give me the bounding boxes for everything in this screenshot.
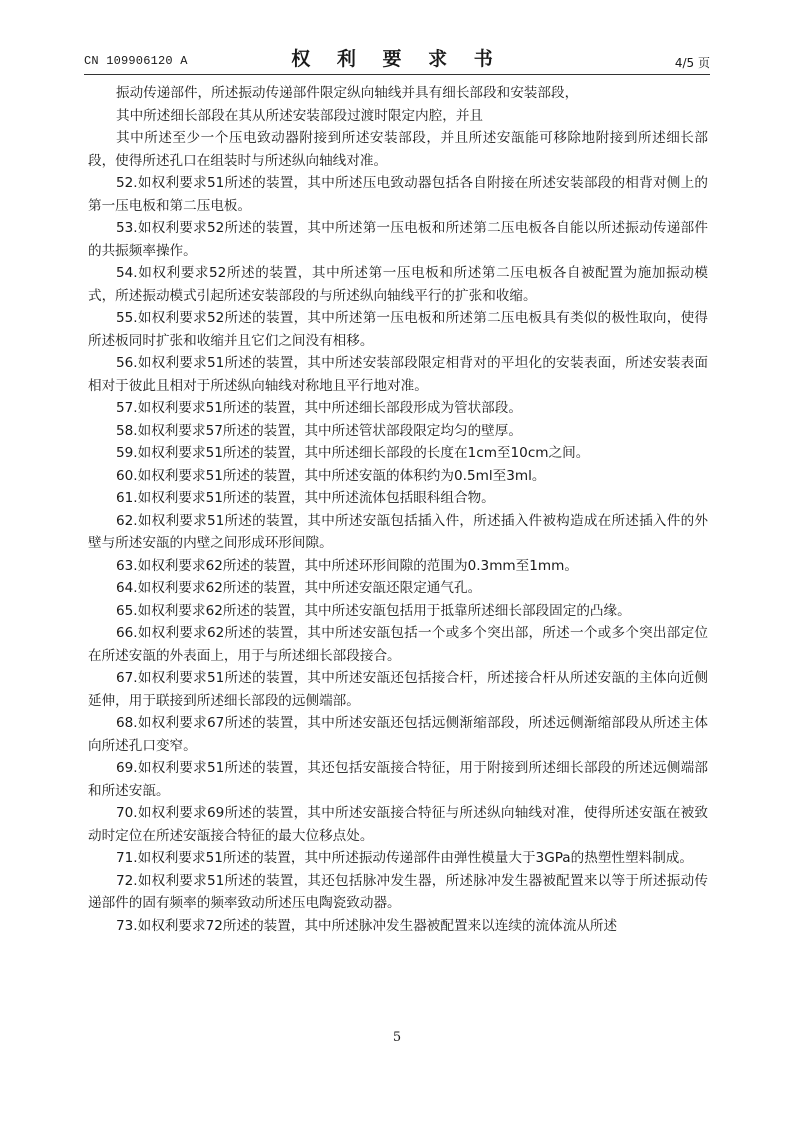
claim-67: 67.如权利要求51所述的装置，其中所述安瓿还包括接合杆，所述接合杆从所述安瓿的主体向近侧延伸，用于联接到所述细长部段的远侧端部。 — [88, 670, 708, 709]
claim-54: 54.如权利要求52所述的装置，其中所述第一压电板和所述第二压电板各自被配置为施加振动模式，所述振动模式引起所述安装部段的与所述纵向轴线平行的扩张和收缩。 — [88, 265, 708, 304]
claim-64: 64.如权利要求62所述的装置，其中所述安瓿还限定通气孔。 — [116, 580, 482, 596]
claim-56: 56.如权利要求51所述的装置，其中所述安装部段限定相背对的平坦化的安装表面，所述安装表面相对于彼此且相对于所述纵向轴线对称地且平行地对准。 — [88, 355, 708, 394]
publication-number: CN 109906120 A — [84, 54, 188, 68]
header-divider — [84, 74, 710, 75]
claim-60: 60.如权利要求51所述的装置，其中所述安瓿的体积约为0.5ml至3ml。 — [116, 467, 546, 484]
claim-68: 68.如权利要求67所述的装置，其中所述安瓿还包括远侧渐缩部段，所述远侧渐缩部段从所述主体向所述孔口变窄。 — [88, 715, 708, 754]
document-title: 权 利 要 求 书 — [291, 48, 503, 70]
claim-59: 59.如权利要求51所述的装置，其中所述细长部段的长度在1cm至10cm之间。 — [116, 445, 590, 461]
claim-paragraph: 振动传递部件，所述振动传递部件限定纵向轴线并具有细长部段和安装部段， — [116, 85, 579, 101]
claim-paragraph: 其中所述至少一个压电致动器附接到所述安装部段，并且所述安瓿能可移除地附接到所述细长部段，使得所述孔口在组装时与所述纵向轴线对准。 — [88, 130, 708, 169]
claim-70: 70.如权利要求69所述的装置，其中所述安瓿接合特征与所述纵向轴线对准，使得所述安瓿在被致动时定位在所述安瓿接合特征的最大位移点处。 — [88, 805, 708, 844]
claim-63: 63.如权利要求62所述的装置，其中所述环形间隙的范围为0.3mm至1mm。 — [116, 557, 578, 574]
claim-55: 55.如权利要求52所述的装置，其中所述第一压电板和所述第二压电板具有类似的极性取向，使得所述板同时扩张和收缩并且它们之间没有相移。 — [88, 310, 708, 349]
claim-53: 53.如权利要求52所述的装置，其中所述第一压电板和所述第二压电板各自能以所述振动传递部件的共振频率操作。 — [88, 220, 708, 259]
claim-71: 71.如权利要求51所述的装置，其中所述振动传递部件由弹性模量大于3GPa的热塑性塑料制成。 — [116, 850, 693, 866]
claim-58: 58.如权利要求57所述的装置，其中所述管状部段限定均匀的壁厚。 — [116, 422, 522, 439]
claim-61: 61.如权利要求51所述的装置，其中所述流体包括眼科组合物。 — [116, 490, 495, 506]
claim-73: 73.如权利要求72所述的装置，其中所述脉冲发生器被配置来以连续的流体流从所述 — [116, 917, 618, 934]
claim-69: 69.如权利要求51所述的装置，其还包括安瓿接合特征，用于附接到所述细长部段的所述远侧端部和所述安瓿。 — [88, 760, 708, 799]
page-number: 5 — [392, 1030, 402, 1045]
claim-57: 57.如权利要求51所述的装置，其中所述细长部段形成为管状部段。 — [116, 400, 522, 416]
claim-65: 65.如权利要求62所述的装置，其中所述安瓿包括用于抵靠所述细长部段固定的凸缘。 — [116, 602, 631, 619]
claim-66: 66.如权利要求62所述的装置，其中所述安瓿包括一个或多个突出部，所述一个或多个突出部定位在所述安瓿的外表面上，用于与所述细长部段接合。 — [88, 625, 708, 664]
page-indicator: 4/5 页 — [674, 56, 710, 70]
claim-72: 72.如权利要求51所述的装置，其还包括脉冲发生器，所述脉冲发生器被配置来以等于所述振动传递部件的固有频率的频率致动所述压电陶瓷致动器。 — [88, 872, 708, 911]
page-header — [84, 44, 710, 72]
claim-62: 62.如权利要求51所述的装置，其中所述安瓿包括插入件，所述插入件被构造成在所述插入件的外壁与所述安瓿的内壁之间形成环形间隙。 — [88, 512, 708, 551]
claim-paragraph: 其中所述细长部段在其从所述安装部段过渡时限定内腔，并且 — [116, 107, 484, 124]
claim-52: 52.如权利要求51所述的装置，其中所述压电致动器包括各自附接在所述安装部段的相背对侧上的第一压电板和第二压电板。 — [88, 175, 708, 214]
claims-body — [88, 82, 708, 937]
